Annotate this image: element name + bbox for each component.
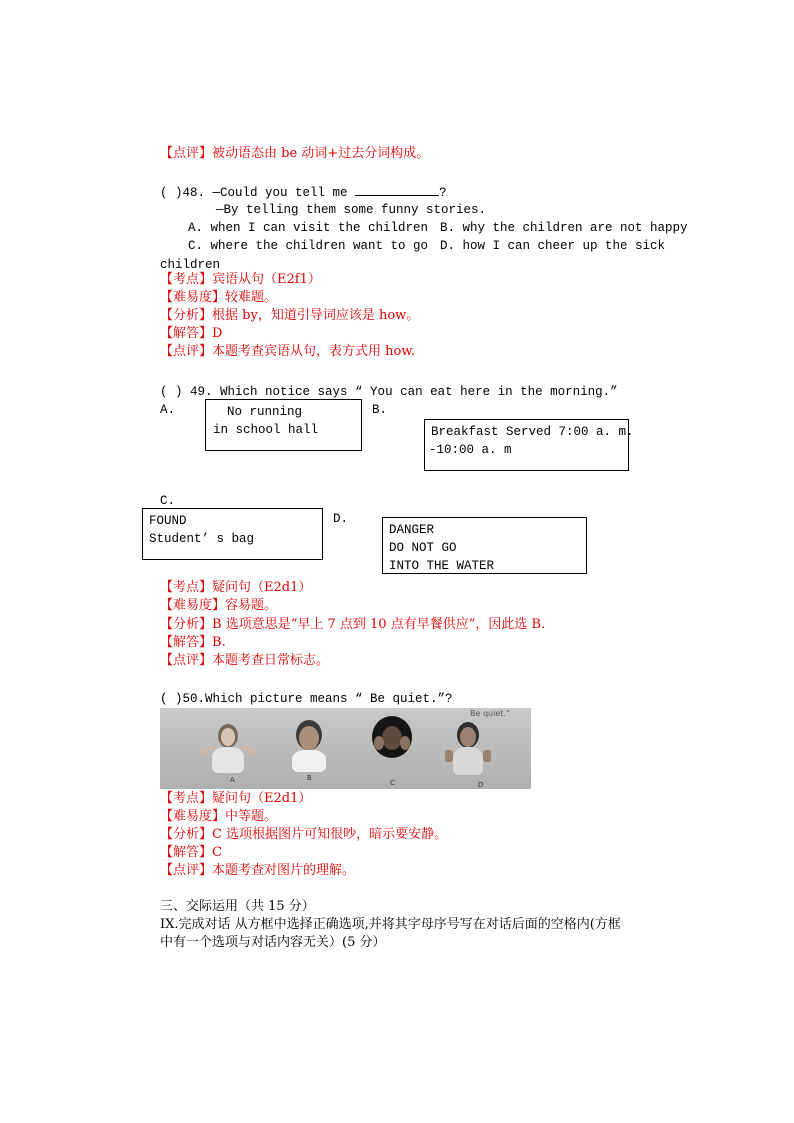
q50-analysis-reasoning: 【分析】C 选项根据图片可知很吵，暗示要安静。 <box>160 827 448 842</box>
q50-picture <box>160 708 531 789</box>
q48-prompt: —Could you tell me <box>212 186 348 200</box>
notice-d <box>382 517 587 574</box>
q49-analysis-difficulty: 【难易度】容易题。 <box>160 598 278 613</box>
q48-qmark: ? <box>439 186 447 200</box>
q48-blank <box>355 183 439 196</box>
q50-answer-paren: ( )50. <box>160 692 206 706</box>
q50-analysis-comment: 【点评】本题考查对图片的理解。 <box>160 863 356 878</box>
q49-prompt: 49. Which notice says “ You can eat here in the morning.” <box>190 385 618 399</box>
section3-instruction-line-1: IX.完成对话 从方框中选择正确选项,并将其字母序号写在对话后面的空格内(方框 <box>160 917 621 932</box>
notice-d-line-2: DO NOT GO <box>389 541 457 555</box>
photo-label-c: C <box>390 779 395 787</box>
q50-prompt: Which picture means “ Be quiet.”? <box>205 692 453 706</box>
q49-analysis-kaodian: 【考点】疑问句（E2d1） <box>160 580 312 595</box>
photo-label-a: A <box>230 776 235 784</box>
notice-a-line-2: in school hall <box>213 423 319 437</box>
notice-c <box>142 508 323 560</box>
q48-analysis-comment: 【点评】本题考查宾语从句，表方式用 how. <box>160 344 416 359</box>
comment-label: 【点评】 <box>160 146 213 161</box>
q49-label-b: B. <box>372 403 388 417</box>
q48-answer-line: —By telling them some funny stories. <box>216 203 487 217</box>
q49-label-a: A. <box>160 403 176 417</box>
section3-heading: 三、交际运用（共 15 分） <box>160 899 315 914</box>
q49-analysis-answer: 【解答】B. <box>160 635 226 650</box>
q49-analysis-reasoning: 【分析】B 选项意思是“早上 7 点到 10 点有早餐供应”，因此选 B. <box>160 617 546 632</box>
q50-analysis-kaodian: 【考点】疑问句（E2d1） <box>160 791 312 806</box>
comment-text: 被动语态由 be 动词+过去分词构成。 <box>212 146 430 161</box>
top-comment <box>160 145 429 163</box>
notice-c-line-1: FOUND <box>149 514 187 528</box>
q48-analysis-answer: 【解答】D <box>160 326 223 341</box>
section3-instruction-line-2: 中有一个选项与对话内容无关）(5 分） <box>160 935 386 950</box>
q49-label-c: C. <box>160 494 176 508</box>
photo-label-d: D <box>478 781 484 789</box>
notice-d-line-1: DANGER <box>389 523 435 537</box>
q48-answer-paren: ( )48. <box>160 186 206 200</box>
q48-option-b: B. why the children are not happy <box>440 221 688 235</box>
notice-a-line-1: No running <box>227 405 303 419</box>
q50-analysis-difficulty: 【难易度】中等题。 <box>160 809 278 824</box>
q49-analysis-comment: 【点评】本题考查日常标志。 <box>160 653 330 668</box>
q48-option-c: C. where the children want to go <box>188 239 429 253</box>
q48-prompt-line <box>160 183 447 202</box>
photo-label-b: B <box>307 774 312 782</box>
q50-prompt-line <box>160 690 453 708</box>
q49-label-d: D. <box>333 512 349 526</box>
notice-c-line-2: Student’ s bag <box>149 532 255 546</box>
q48-analysis-difficulty: 【难易度】较难题。 <box>160 290 278 305</box>
q48-option-d-continued: children <box>160 258 221 272</box>
q48-analysis-reasoning: 【分析】根据 by，知道引导词应该是 how。 <box>160 308 420 323</box>
notice-b-line-1: Breakfast Served 7:00 a. m. <box>431 425 634 439</box>
notice-a <box>205 399 362 451</box>
notice-b-line-2: -10:00 a. m <box>429 443 512 457</box>
q50-analysis-answer: 【解答】C <box>160 845 222 860</box>
photo-caption: Be quiet.” <box>470 709 511 718</box>
q48-analysis-kaodian: 【考点】宾语从句（E2f1） <box>160 272 321 287</box>
q48-option-d: D. how I can cheer up the sick <box>440 239 666 253</box>
q49-answer-paren: ( ) <box>160 385 183 399</box>
q48-option-a: A. when I can visit the children <box>188 221 429 235</box>
notice-d-line-3: INTO THE WATER <box>389 559 495 573</box>
notice-b <box>424 419 634 471</box>
